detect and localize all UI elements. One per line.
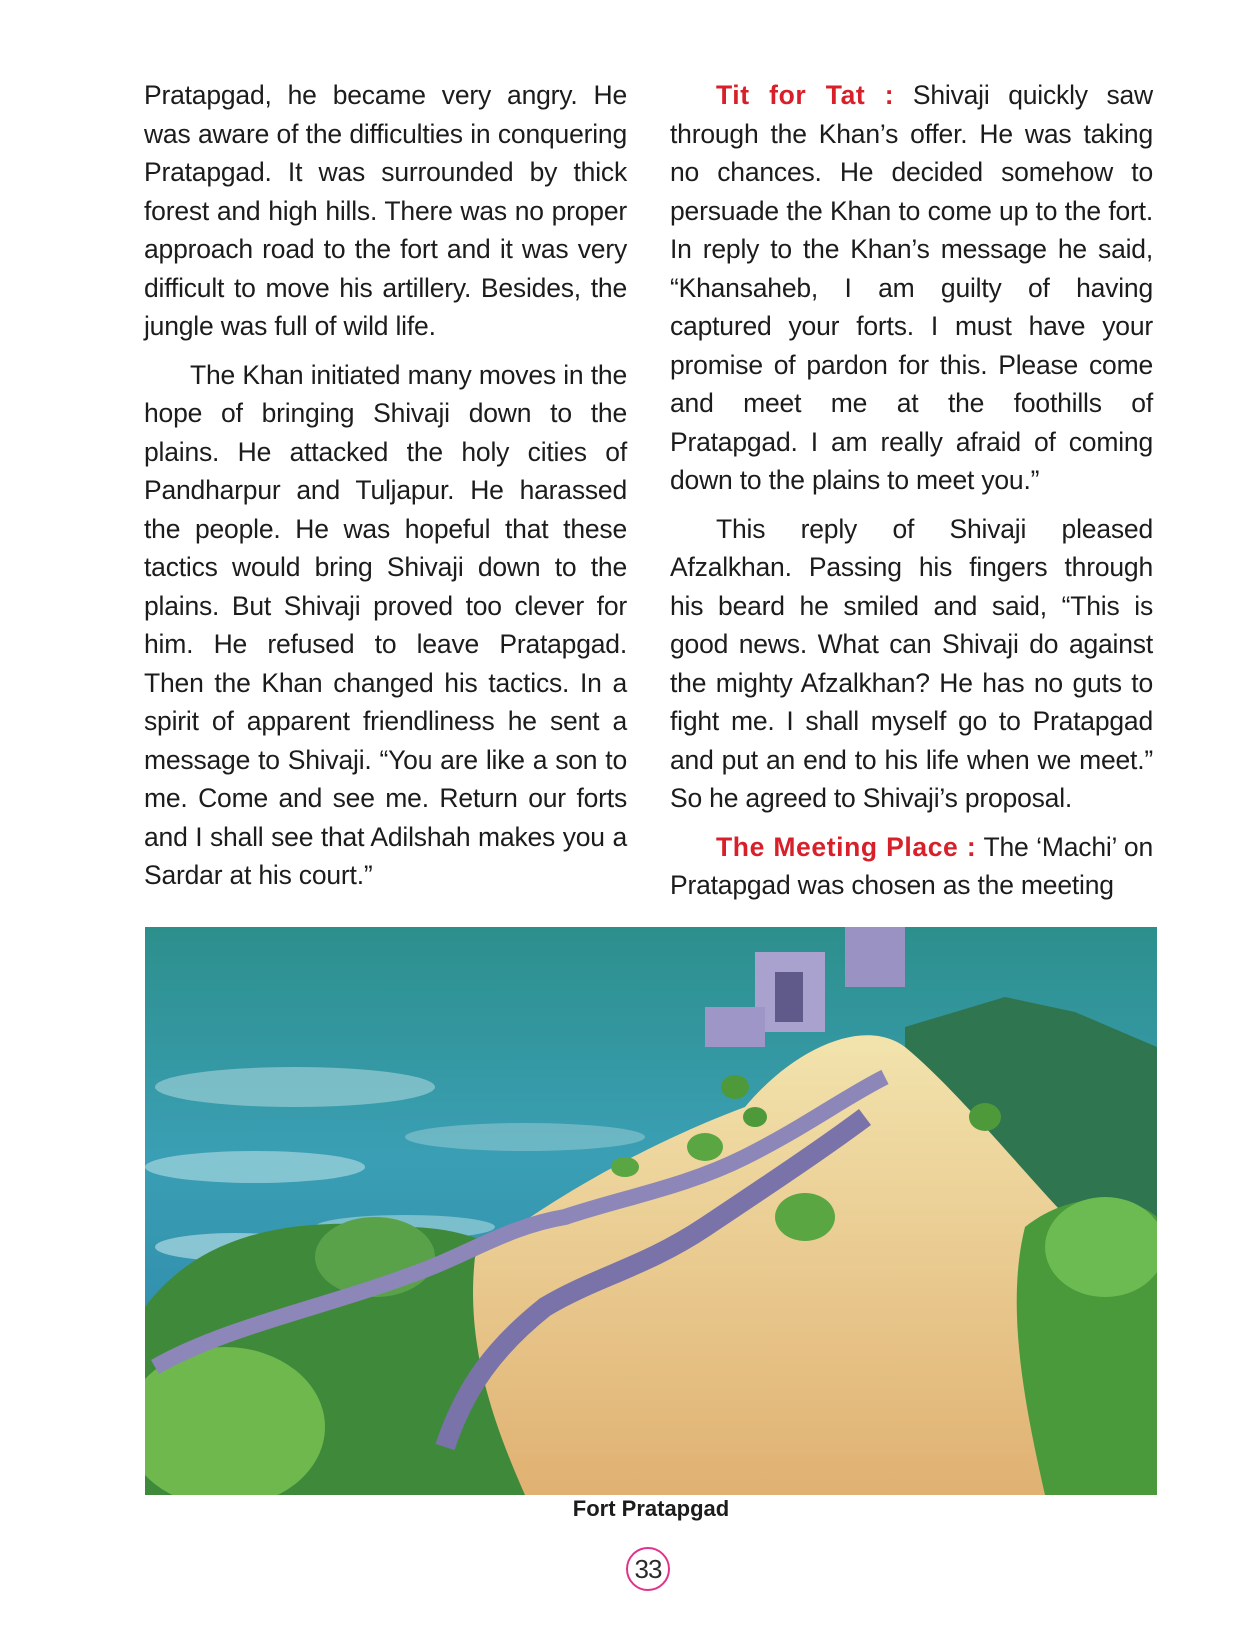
figure-caption: Fort Pratapgad [572, 1496, 730, 1521]
right-text-column [670, 76, 1153, 915]
paragraph-meeting-place [670, 828, 1153, 905]
paragraph: The Khan initiated many moves in the hope of bringing Shivaji down to the plains. He attacked the holy cities of Pandharpur and Tuljapur. He harassed the people. He was hopeful that these tactics would bring Shivaji down to the plains. But Shivaji proved too clever for him. He refused to leave Pratapgad. Then the Khan changed his tactics. In a spirit of apparent friendliness he sent a message to Shivaji. “You are like a son to me. Come and see me. Return our forts and I shall see that Adilshah makes you a Sardar at his court.” [144, 359, 627, 890]
page-number: 33 [626, 1547, 670, 1591]
section-heading-meeting-place: The Meeting Place : [716, 831, 977, 862]
left-text-column [144, 76, 627, 905]
paragraph: Pratapgad, he became very angry. He was aware of the difficulties in conquering Pratapgad. It was surrounded by thick forest and high hills. There was no proper approach road to the fort and it was very difficult to move his artillery. Besides, the jungle was full of wild life. [144, 80, 627, 341]
section-text: Shivaji quickly saw through the Khan’s offer. He was taking no chances. He decided somehow to persuade the Khan to come up to the fort. In reply to the Khan’s message he said, “Khansaheb, I am guilty of having captured your forts. I must have your promise of pardon for this. Please come and meet me at the foothills of Pratapgad. I am really afraid of coming down to the plains to meet you.” [670, 80, 1153, 495]
section-text: The ‘Machi’ on Pratapgad was chosen as the meeting [670, 831, 1153, 900]
section-heading-tit-for-tat: Tit for Tat : [716, 80, 895, 110]
paragraph-tit-for-tat [670, 76, 1153, 500]
fort-pratapgad-illustration [145, 927, 1157, 1495]
paragraph: This reply of Shivaji pleased Afzalkhan. Passing his fingers through his beard he smiled and said, “This is good news. What can Shivaji do against the mighty Afzalkhan? He has no guts to fight me. I shall myself go to Pratapgad and put an end to his life when we meet.” So he agreed to Shivaji’s proposal. [670, 513, 1153, 813]
